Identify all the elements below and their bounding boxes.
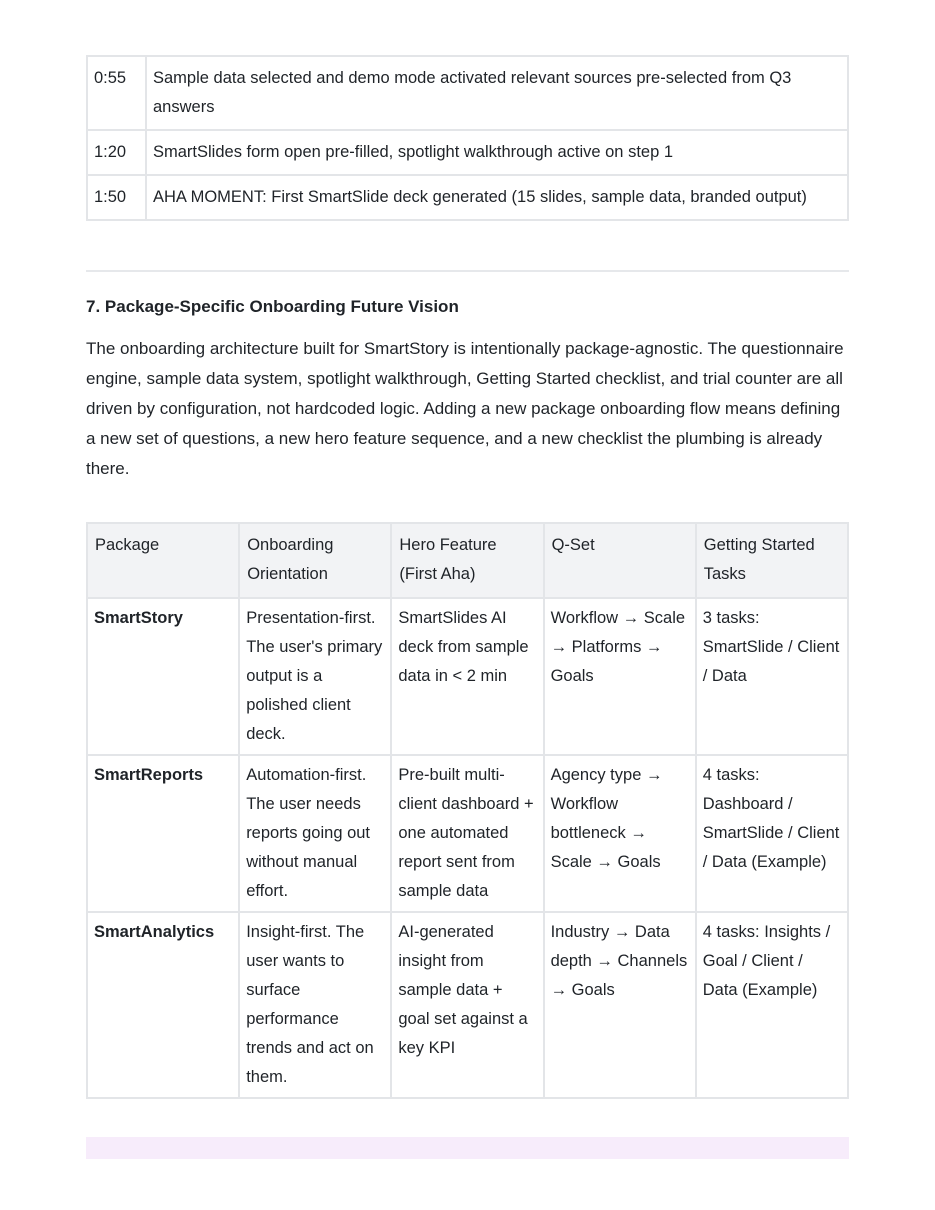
table-row: [87, 755, 848, 912]
table-row: [87, 912, 848, 1098]
package-tasks: 4 tasks: Dashboard / SmartSlide / Client / Data (Example): [696, 755, 848, 912]
package-tasks: 3 tasks: SmartSlide / Client / Data: [696, 598, 848, 755]
package-hero-feature: Pre-built multi-client dashboard + one automated report sent from sample data: [391, 755, 543, 912]
column-header-package: Package: [87, 523, 239, 598]
package-orientation: Presentation-first. The user's primary output is a polished client deck.: [239, 598, 391, 755]
timeline-event: SmartSlides form open pre-filled, spotlight walkthrough active on step 1: [146, 130, 848, 175]
package-hero-feature: SmartSlides AI deck from sample data in < 2 min: [391, 598, 543, 755]
package-tasks: 4 tasks: Insights / Goal / Client / Data (Example): [696, 912, 848, 1098]
timeline-time: 1:50: [87, 175, 146, 220]
column-header-orientation: Onboarding Orientation: [239, 523, 391, 598]
package-name: SmartReports: [87, 755, 239, 912]
timeline-table: [86, 55, 849, 221]
package-hero-feature: AI-generated insight from sample data + goal set against a key KPI: [391, 912, 543, 1098]
column-header-hero-feature: Hero Feature (First Aha): [391, 523, 543, 598]
column-header-q-set: Q-Set: [544, 523, 696, 598]
table-row: [87, 56, 848, 130]
package-name: SmartAnalytics: [87, 912, 239, 1098]
timeline-event: Sample data selected and demo mode activated relevant sources pre-selected from Q3 answers: [146, 56, 848, 130]
timeline-time: 0:55: [87, 56, 146, 130]
packages-table: [86, 522, 849, 1099]
table-header-row: [87, 523, 848, 598]
package-name: SmartStory: [87, 598, 239, 755]
document-page: [86, 55, 849, 1159]
table-row: [87, 598, 848, 755]
package-q-set: Agency type → Workflow bottleneck → Scale → Goals: [544, 755, 696, 912]
column-header-tasks: Getting Started Tasks: [696, 523, 848, 598]
package-q-set: Workflow → Scale → Platforms → Goals: [544, 598, 696, 755]
package-orientation: Insight-first. The user wants to surface performance trends and act on them.: [239, 912, 391, 1098]
section-divider: [86, 270, 849, 272]
timeline-time: 1:20: [87, 130, 146, 175]
timeline-event: AHA MOMENT: First SmartSlide deck generated (15 slides, sample data, branded output): [146, 175, 848, 220]
table-row: [87, 175, 848, 220]
section-heading: 7. Package-Specific Onboarding Future Vision: [86, 297, 459, 316]
package-orientation: Automation-first. The user needs reports going out without manual effort.: [239, 755, 391, 912]
package-q-set: Industry → Data depth → Channels → Goals: [544, 912, 696, 1098]
table-row: [87, 130, 848, 175]
callout-box: [86, 1137, 849, 1159]
section-paragraph: The onboarding architecture built for SmartStory is intentionally package-agnostic. The questionnaire engine, sample data system, spotlight walkthrough, Getting Started checklist, and trial counter are all driven by configuration, not hardcoded logic. Adding a new package onboarding flow means defining a new set of questions, a new hero feature sequence, and a new checklist the plumbing is already there.: [86, 339, 844, 478]
